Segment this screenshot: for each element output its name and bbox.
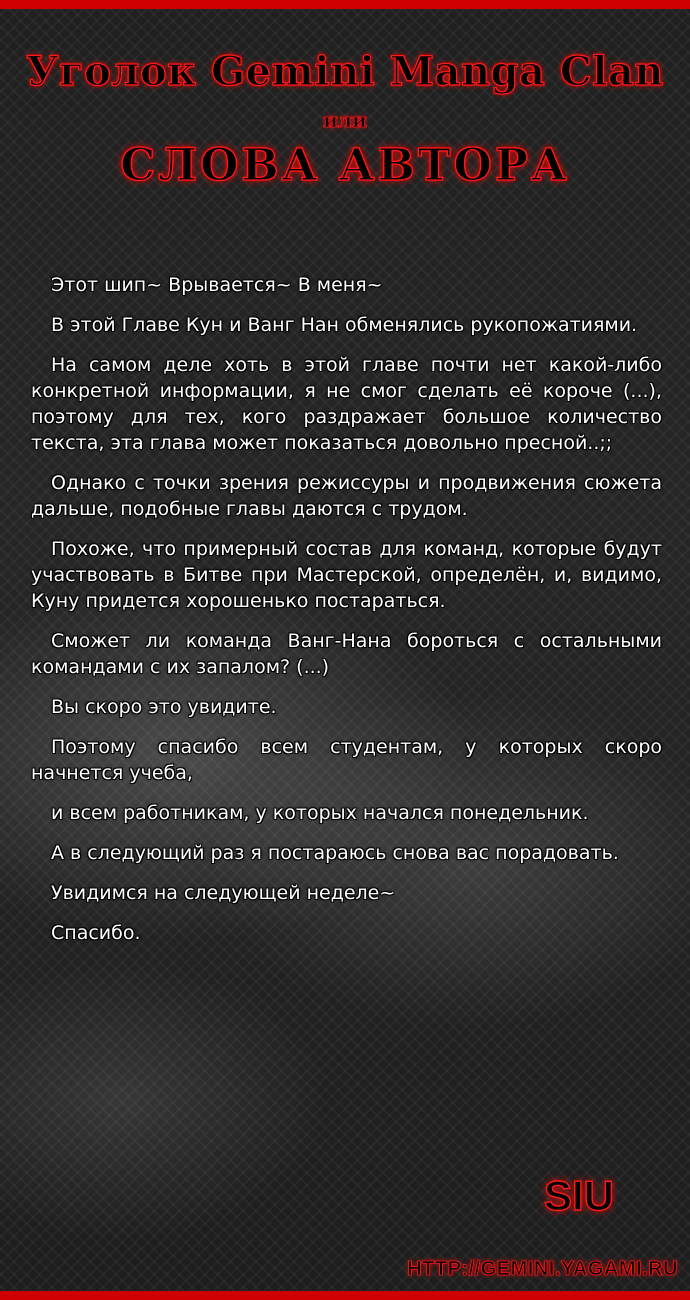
paragraph: Поэтому спасибо всем студентам, у которых скоро начнется учеба, <box>31 736 662 784</box>
header-conjunction: или <box>323 108 367 132</box>
header-title-line2: СЛОВА АВТОРА <box>120 140 570 191</box>
bottom-red-bar <box>0 1291 690 1300</box>
paragraph: А в следующий раз я постараюсь снова вас порадовать. <box>51 842 619 864</box>
paragraph: На самом деле хоть в этой главе почти нет какой-либо конкретной информации, я не смог сделать её короче (...), поэтому для тех, кого раздражает большое количество текста, эта глава может показаться довольно пресной..;; <box>31 354 662 454</box>
paragraph: и всем работникам, у которых начался понедельник. <box>51 802 589 824</box>
website-link[interactable]: HTTP://GEMINI.YAGAMI.RU <box>407 1258 678 1280</box>
paragraph: Однако с точки зрения режиссуры и продвижения сюжета дальше, подобные главы даются с трудом. <box>31 472 662 520</box>
header-title-line1: Уголок Gemini Manga Clan <box>26 48 664 95</box>
author-note-body <box>31 272 662 960</box>
paragraph: Увидимся на следующей неделе~ <box>51 882 396 904</box>
paragraph: Спасибо. <box>51 922 141 944</box>
top-red-bar <box>0 0 690 9</box>
author-signature: SIU <box>543 1172 614 1219</box>
paragraph: Вы скоро это увидите. <box>51 696 277 718</box>
paragraph: Сможет ли команда Ванг-Нана бороться с остальными командами с их запалом? (...) <box>31 630 662 678</box>
paragraph: Похоже, что примерный состав для команд, которые будут участвовать в Битве при Мастерской, определён, и, видимо, Куну придется хорошенько постараться. <box>31 538 662 612</box>
paragraph: В этой Главе Кун и Ванг Нан обменялись рукопожатиями. <box>51 314 638 336</box>
paragraph: Этот шип~ Врывается~ В меня~ <box>51 274 383 296</box>
